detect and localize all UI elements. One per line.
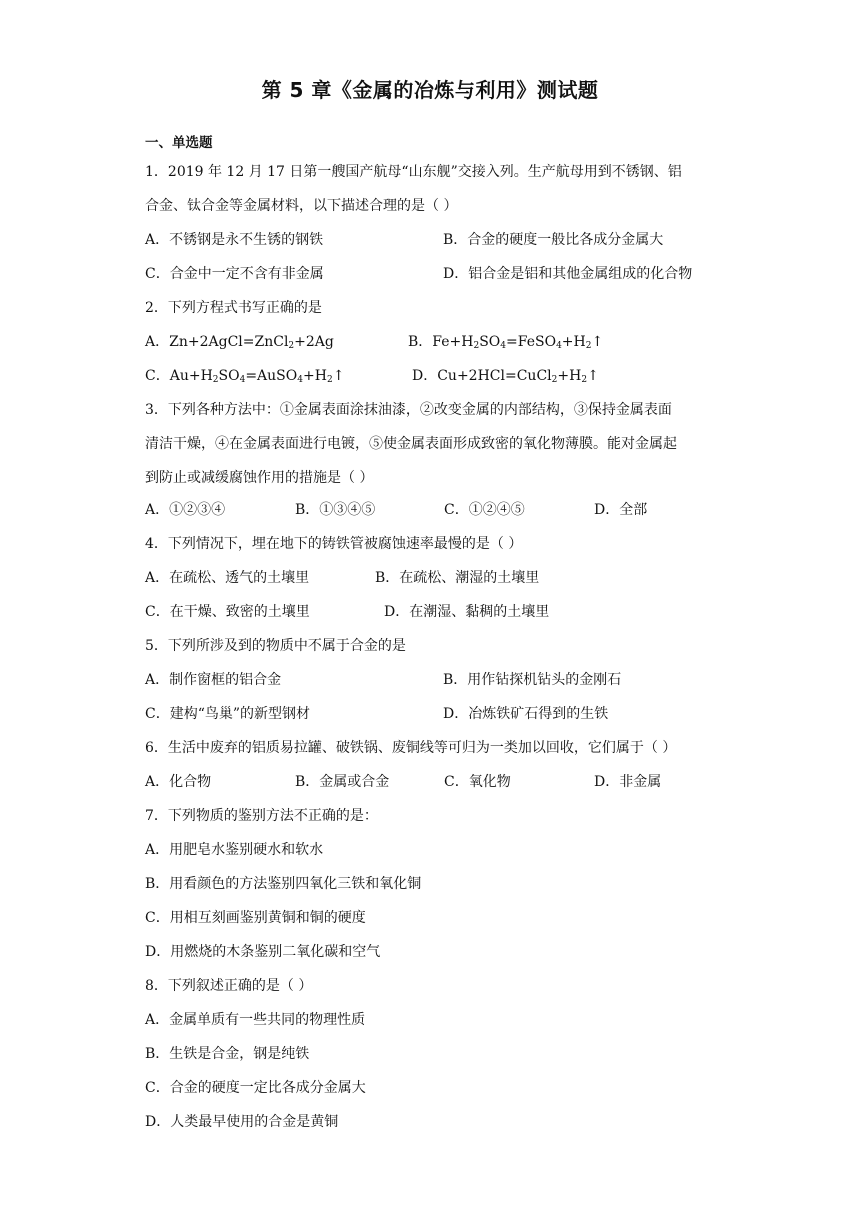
q5-option-c: C．建构“鸟巢”的新型钢材 bbox=[145, 706, 311, 722]
q3-option-a: A．①②③④ bbox=[145, 502, 226, 518]
q8-stem: 8．下列叙述正确的是（ ） bbox=[145, 978, 313, 994]
q3-option-b: B．①③④⑤ bbox=[295, 502, 376, 518]
q4-option-b: B．在疏松、潮湿的土壤里 bbox=[375, 570, 540, 586]
q1-stem-line1: 1．2019 年 12 月 17 日第一艘国产航母“山东舰”交接入列。生产航母用到不锈钢、铝 bbox=[145, 164, 682, 180]
q5-option-a: A．制作窗框的铝合金 bbox=[145, 672, 282, 688]
q6-option-b: B．金属或合金 bbox=[295, 774, 390, 790]
q7-stem: 7．下列物质的鉴别方法不正确的是： bbox=[145, 808, 378, 824]
q6-option-c: C．氧化物 bbox=[444, 774, 511, 790]
q7-option-b: B．用看颜色的方法鉴别四氧化三铁和氧化铜 bbox=[145, 876, 422, 892]
q6-option-a: A．化合物 bbox=[145, 774, 212, 790]
q2-option-a: A．Zn+2AgCl=ZnCl$_2$+2Ag bbox=[145, 334, 334, 351]
q4-option-c: C．在干燥、致密的土壤里 bbox=[145, 604, 310, 620]
q2-option-d: D．$Cu+2HCl=CuCl_2+H_2↑$ bbox=[412, 368, 599, 385]
q4-option-d: D．在潮湿、黏稠的土壤里 bbox=[384, 604, 550, 620]
q6-stem: 6．生活中废弃的铝质易拉罐、破铁锅、废铜线等可归为一类加以回收，它们属于（ ） bbox=[145, 740, 677, 756]
q2-option-c: C．$Au+H_2SO_4=AuSO_4+H_2↑$ bbox=[145, 368, 345, 385]
q5-option-b: B．用作钻探机钻头的金刚石 bbox=[443, 672, 622, 688]
q3-option-d: D．全部 bbox=[594, 502, 648, 518]
q3-stem-line2: 清洁干燥，④在金属表面进行电镀，⑤使金属表面形成致密的氧化物薄膜。能对金属起 bbox=[145, 436, 677, 452]
q4-option-a: A．在疏松、透气的土壤里 bbox=[145, 570, 310, 586]
q2-option-b: B．$Fe+H_2SO_4=FeSO_4+H_2↑$ bbox=[408, 334, 604, 351]
q8-option-b: B．生铁是合金，钢是纯铁 bbox=[145, 1046, 310, 1062]
q1-option-b: B．合金的硬度一般比各成分金属大 bbox=[443, 232, 664, 248]
q1-option-d: D．铝合金是铝和其他金属组成的化合物 bbox=[443, 266, 693, 282]
q1-stem-line2: 合金、钛合金等金属材料，以下描述合理的是（ ） bbox=[145, 198, 458, 214]
q3-stem-line3: 到防止或减缓腐蚀作用的措施是（ ） bbox=[145, 470, 374, 486]
q5-option-d: D．冶炼铁矿石得到的生铁 bbox=[443, 706, 609, 722]
q6-option-d: D．非金属 bbox=[594, 774, 662, 790]
q7-option-c: C．用相互刻画鉴别黄铜和铜的硬度 bbox=[145, 910, 366, 926]
q3-stem-line1: 3．下列各种方法中：①金属表面涂抹油漆，②改变金属的内部结构，③保持金属表面 bbox=[145, 402, 672, 418]
q2-stem: 2．下列方程式书写正确的是 bbox=[145, 300, 322, 316]
q7-option-a: A．用肥皂水鉴别硬水和软水 bbox=[145, 842, 324, 858]
q7-option-d: D．用燃烧的木条鉴别二氧化碳和空气 bbox=[145, 944, 381, 960]
q1-option-c: C．合金中一定不含有非金属 bbox=[145, 266, 324, 282]
q1-option-a: A．不锈钢是永不生锈的钢铁 bbox=[145, 232, 324, 248]
q8-option-d: D．人类最早使用的合金是黄铜 bbox=[145, 1114, 339, 1130]
q3-option-c: C．①②④⑤ bbox=[444, 502, 525, 518]
q5-stem: 5．下列所涉及到的物质中不属于合金的是 bbox=[145, 638, 406, 654]
q8-option-a: A．金属单质有一些共同的物理性质 bbox=[145, 1012, 366, 1028]
q4-stem: 4．下列情况下，埋在地下的铸铁管被腐蚀速率最慢的是（ ） bbox=[145, 536, 523, 552]
q8-option-c: C．合金的硬度一定比各成分金属大 bbox=[145, 1080, 366, 1096]
section-heading: 一、单选题 bbox=[145, 135, 213, 151]
page-title: 第 5 章《金属的冶炼与利用》测试题 bbox=[261, 78, 599, 102]
